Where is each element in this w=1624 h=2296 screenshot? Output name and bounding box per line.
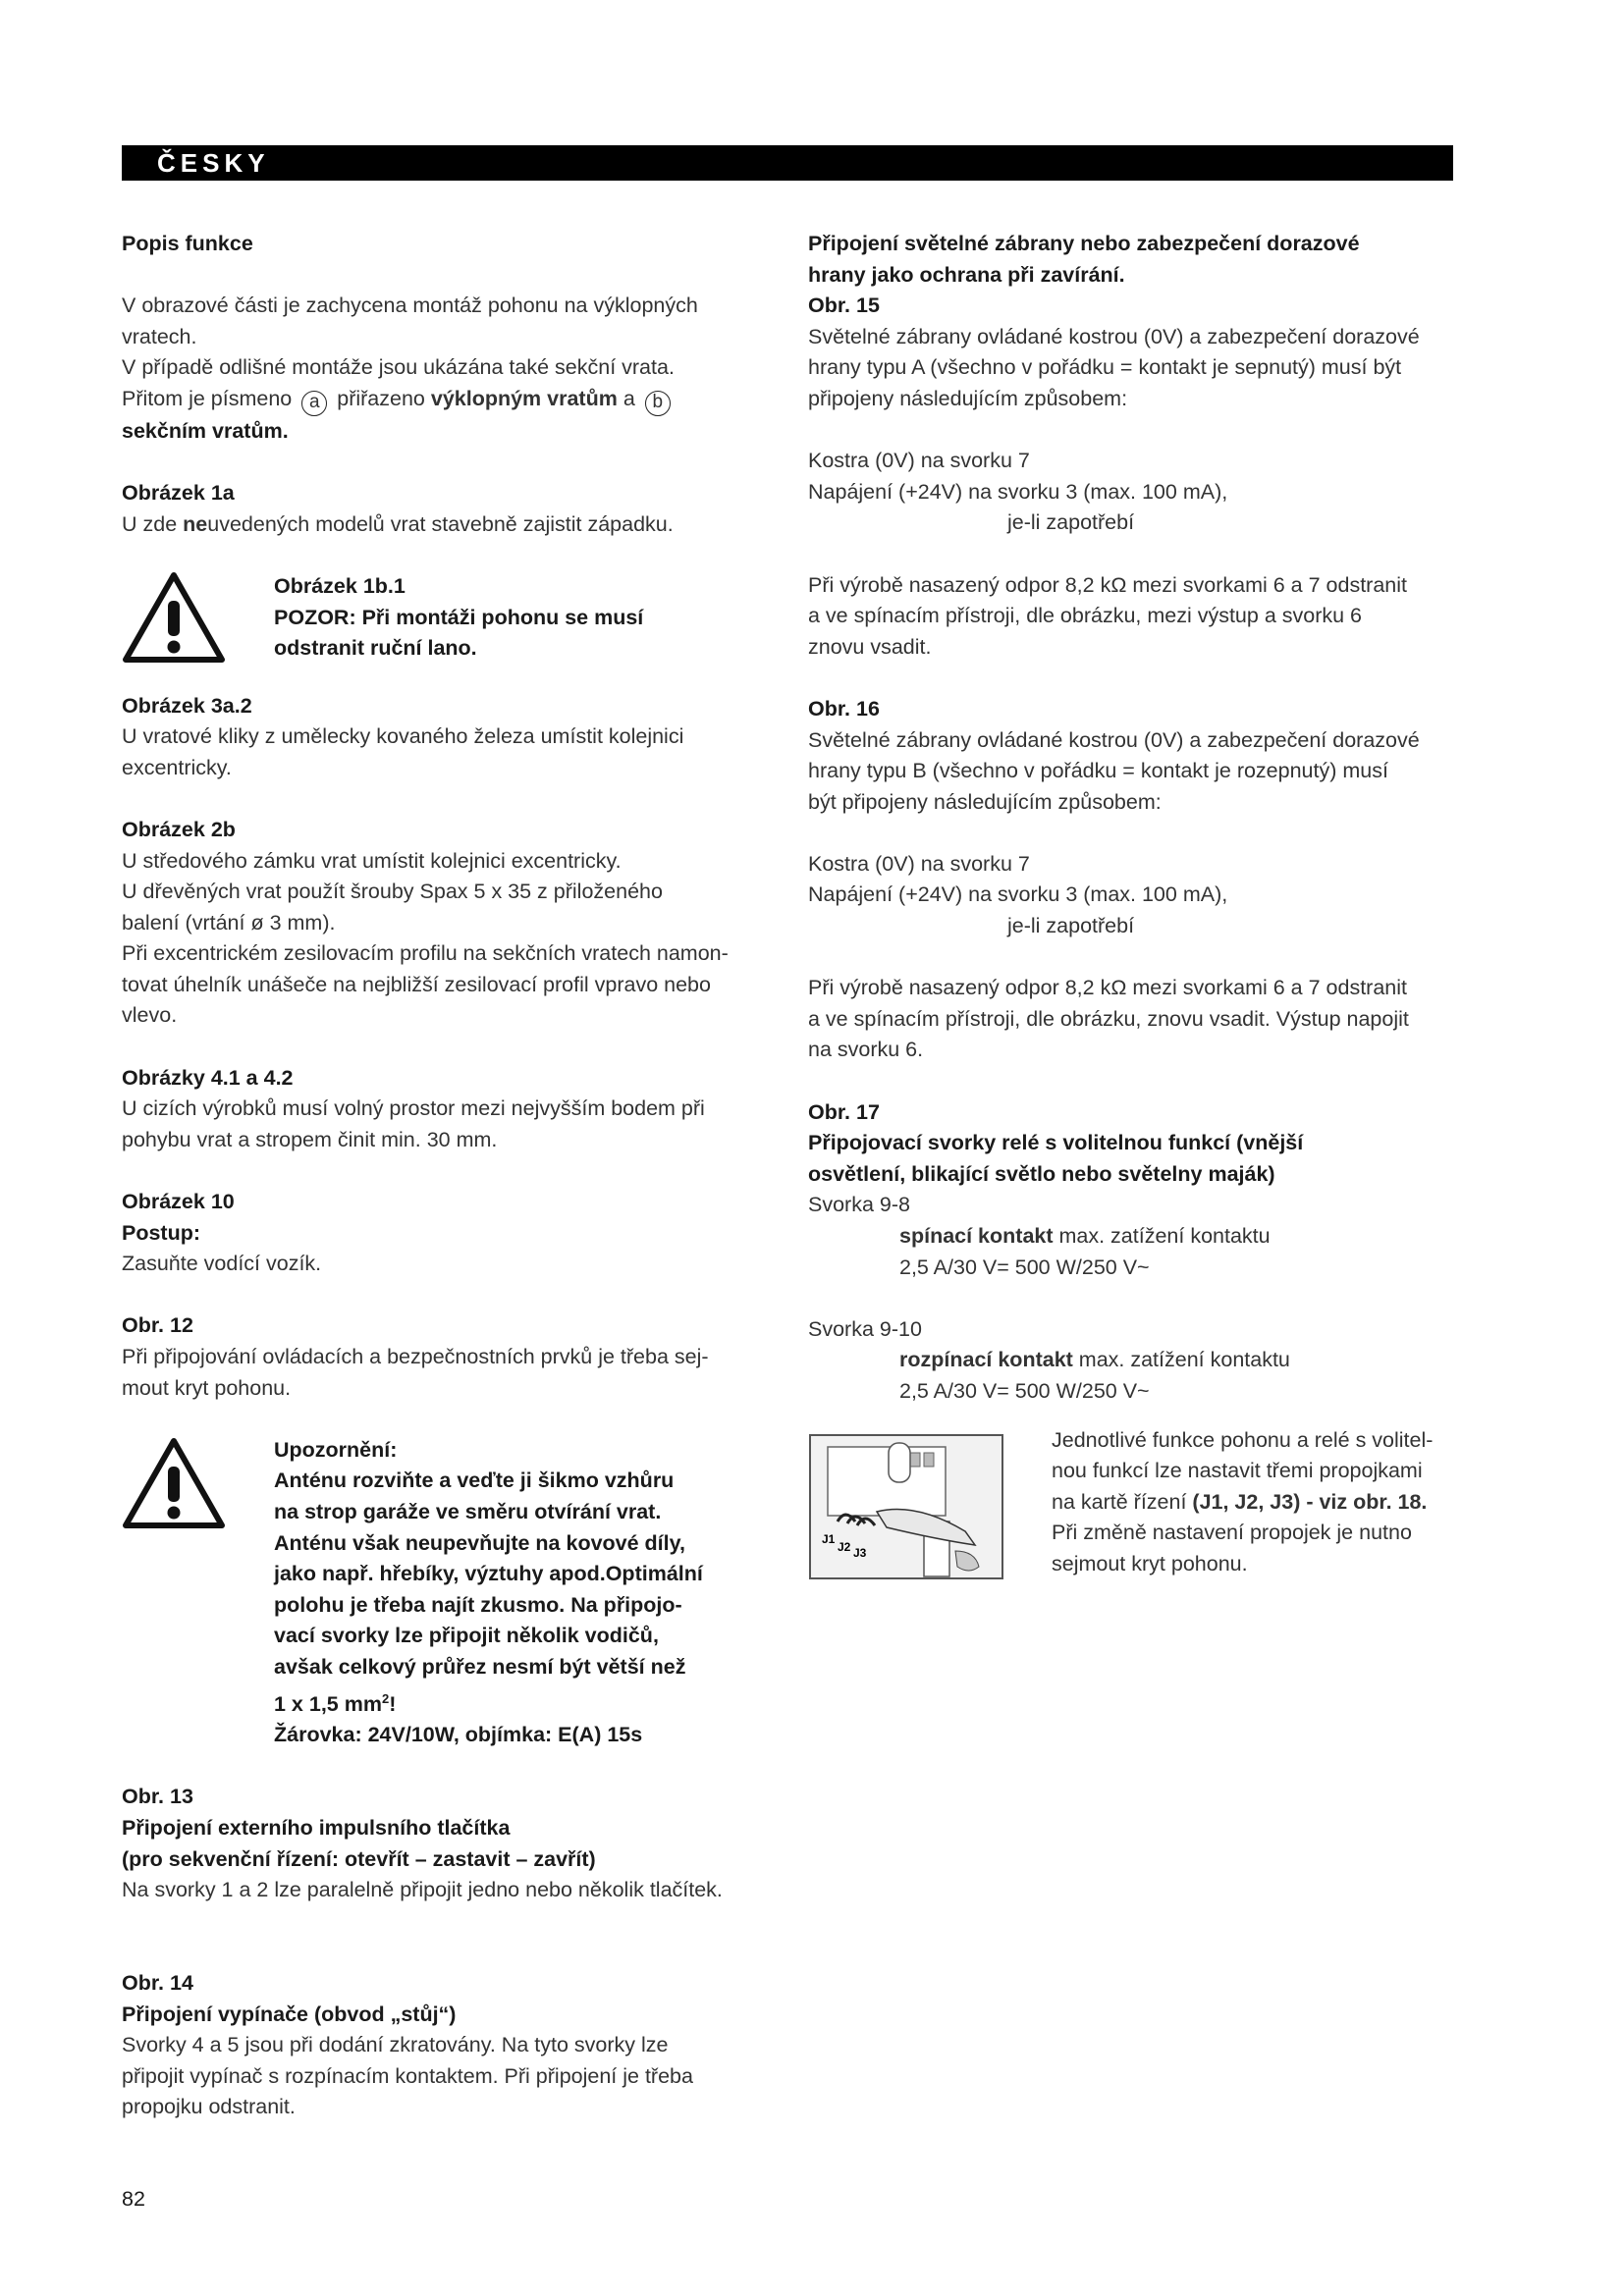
text-line: 2,5 A/30 V= 500 W/250 V~: [899, 1255, 1150, 1279]
control-board-jumper-figure: [808, 1433, 1004, 1580]
section-title-obr15: Obr. 15: [808, 294, 880, 318]
text-line: Při připojování ovládacích a bezpečnostních prvků je třeba sej-: [122, 1345, 709, 1368]
warning-block-1b1: [122, 571, 770, 673]
bold-line: Anténu však neupevňujte na kovové díly,: [274, 1530, 685, 1555]
text-line: [122, 509, 770, 541]
text-line: U středového zámku vrat umístit kolejnici excentricky.: [122, 848, 622, 873]
text-line: V případě odlišné montáže jsou ukázána také sekční vrata.: [122, 355, 675, 380]
bold-line: [274, 1683, 703, 1721]
text-line: Světelné zábrany ovládané kostrou (0V) a zabezpečení dorazové: [808, 727, 1420, 752]
section-heading: Připojovací svorky relé s volitelnou funkcí (vnější: [808, 1131, 1304, 1155]
text-line: vratech.: [122, 324, 197, 348]
section-title-obr16: Obr. 16: [808, 696, 880, 721]
text-fragment: !: [389, 1691, 397, 1716]
text-line: Svorky 4 a 5 jsou při dodání zkratovány. Na tyto svorky lze: [122, 2033, 669, 2057]
section-title-obr1a: Obrázek 1a: [122, 481, 235, 506]
text-fragment: na kartě řízení: [1052, 1489, 1193, 1514]
text-line: Jednotlivé funkce pohonu a relé s volitel-: [1052, 1427, 1434, 1452]
text-fragment: přiřazeno: [337, 386, 425, 410]
text-line: znovu vsadit.: [808, 634, 932, 659]
bold-line: POZOR: Při montáži pohonu se musí: [274, 605, 644, 629]
bold-line: jako např. hřebíky, výztuhy apod.Optimální: [274, 1562, 703, 1586]
text-line: vlevo.: [122, 1003, 178, 1028]
section-title-obr14: Obr. 14: [122, 1971, 193, 1996]
section-heading: Připojení světelné zábrany nebo zabezpečení dorazové: [808, 232, 1360, 255]
text-line: připojit vypínač s rozpínacím kontaktem. Při připojení je třeba: [122, 2063, 693, 2088]
text-line: Svorka 9-10: [808, 1316, 922, 1341]
text-line: je-li zapotřebí: [1007, 510, 1135, 535]
section-heading: osvětlení, blikající světlo nebo světelny maják): [808, 1161, 1275, 1186]
text-fragment: U zde: [122, 511, 184, 536]
section-heading: hrany jako ochrana při zavírání.: [808, 262, 1125, 287]
text-line: Při změně nastavení propojek je nutno: [1052, 1521, 1412, 1545]
bold-fragment: výklopným vratům: [430, 386, 618, 410]
warning-triangle-icon: [122, 1435, 240, 1751]
text-line: Při výrobě nasazený odpor 8,2 kΩ mezi svorkami 6 a 7 odstranit: [808, 976, 1407, 1000]
section-title-obr17: Obr. 17: [808, 1099, 880, 1124]
warning-triangle-icon: [122, 571, 240, 673]
text-line: Světelné zábrany ovládané kostrou (0V) a zabezpečení dorazové: [808, 324, 1420, 348]
bold-fragment: rozpínací kontakt: [899, 1348, 1073, 1372]
text-line: nou funkcí lze nastavit třemi propojkami: [1052, 1459, 1423, 1483]
section-title-popis: Popis funkce: [122, 232, 253, 255]
text-line: připojeny následujícím způsobem:: [808, 386, 1128, 410]
text-line: a ve spínacím přístroji, dle obrázku, znovu vsadit. Výstup napojit: [808, 1006, 1409, 1031]
text-line: propojku odstranit.: [122, 2095, 296, 2119]
right-column: [808, 229, 1456, 1580]
text-line: mout kryt pohonu.: [122, 1375, 292, 1400]
text-line: Zasuňte vodící vozík.: [122, 1252, 322, 1276]
bold-line: sekčním vratům.: [122, 418, 289, 443]
jumper-label-j2: J2: [838, 1539, 851, 1554]
text-fragment: 1 x 1,5 mm: [274, 1691, 382, 1716]
language-banner: [122, 145, 1453, 181]
text-line: excentricky.: [122, 755, 232, 779]
text-line: V obrazové části je zachycena montáž pohonu na výklopných: [122, 294, 698, 318]
circled-letter-b: b: [645, 391, 671, 416]
text-line: je-li zapotřebí: [1007, 914, 1135, 938]
text-fragment: a: [623, 386, 635, 410]
bold-fragment: spínací kontakt: [899, 1224, 1054, 1248]
warning-block-antenna: [122, 1435, 770, 1751]
text-line: pohybu vrat a stropem činit min. 30 mm.: [122, 1127, 498, 1151]
bold-line: Anténu rozviňte a veďte ji šikmo vzhůru: [274, 1468, 675, 1493]
bold-line: vací svorky lze připojit několik vodičů,: [274, 1624, 659, 1648]
page-number: 82: [122, 2187, 145, 2211]
bold-fragment: ne: [183, 511, 208, 536]
bold-line: Žárovka: 24V/10W, objímka: E(A) 15s: [274, 1723, 643, 1747]
section-title-obr2b: Obrázek 2b: [122, 817, 236, 841]
text-line: [808, 1345, 1456, 1376]
left-column: [122, 229, 770, 2123]
text-line-with-markers: [122, 384, 770, 416]
text-fragment: uvedených modelů vrat stavebně zajistit západku.: [207, 511, 674, 536]
jumper-label-j1: J1: [822, 1531, 836, 1546]
text-line: Kostra (0V) na svorku 7: [808, 449, 1030, 473]
text-fragment: max. zatížení kontaktu: [1053, 1224, 1271, 1248]
relay-jumper-block: [808, 1425, 1456, 1580]
text-line: U dřevěných vrat použít šrouby Spax 5 x 35 z přiloženého: [122, 880, 663, 904]
text-line: Napájení (+24V) na svorku 3 (max. 100 mA),: [808, 479, 1228, 504]
text-line: hrany typu A (všechno v pořádku = kontakt je sepnutý) musí být: [808, 355, 1402, 380]
text-line: balení (vrtání ø 3 mm).: [122, 910, 336, 934]
bold-fragment: (J1, J2, J3) - viz obr. 18.: [1192, 1489, 1428, 1514]
text-line: sejmout kryt pohonu.: [1052, 1551, 1248, 1575]
section-title-obr13: Obr. 13: [122, 1785, 193, 1809]
text-line: U cizích výrobků musí volný prostor mezi nejvyšším bodem při: [122, 1096, 705, 1121]
text-line: na svorku 6.: [808, 1038, 924, 1062]
text-line: Svorka 9-8: [808, 1193, 910, 1217]
subtitle: (pro sekvenční řízení: otevřít – zastavit – zavřít): [122, 1846, 596, 1871]
text-line: Na svorky 1 a 2 lze paralelně připojit jedno nebo několik tlačítek.: [122, 1878, 723, 1902]
bold-line: polohu je třeba najít zkusmo. Na připojo-: [274, 1592, 682, 1617]
text-line: hrany typu B (všechno v pořádku = kontakt je rozepnutý) musí: [808, 759, 1388, 783]
superscript: 2: [381, 1690, 390, 1706]
language-label: ČESKY: [157, 148, 270, 178]
text-line: Napájení (+24V) na svorku 3 (max. 100 mA),: [808, 882, 1228, 907]
text-line: Při excentrickém zesilovacím profilu na sekčních vratech namon-: [122, 941, 729, 966]
text-line: a ve spínacím přístroji, dle obrázku, mezi výstup a svorku 6: [808, 604, 1363, 628]
section-title-obr3a2: Obrázek 3a.2: [122, 693, 252, 718]
section-title-obr1b1: Obrázek 1b.1: [274, 573, 406, 598]
circled-letter-a: a: [301, 391, 327, 416]
text-line: Kostra (0V) na svorku 7: [808, 851, 1030, 876]
text-line: být připojeny následujícím způsobem:: [808, 789, 1162, 814]
subtitle: Připojení vypínače (obvod „stůj“): [122, 2002, 457, 2026]
section-title-obr10: Obrázek 10: [122, 1190, 235, 1214]
bold-line: avšak celkový průřez nesmí být větší než: [274, 1654, 686, 1679]
subtitle: Připojení externího impulsního tlačítka: [122, 1816, 511, 1841]
jumper-label-j3: J3: [853, 1545, 867, 1560]
text-line: [808, 1221, 1456, 1253]
section-title-obr12: Obr. 12: [122, 1313, 193, 1338]
section-title-upozorneni: Upozornění:: [274, 1437, 398, 1462]
bold-line: na strop garáže ve směru otvírání vrat.: [274, 1499, 662, 1523]
section-title-obr41: Obrázky 4.1 a 4.2: [122, 1065, 294, 1090]
text-line: Při výrobě nasazený odpor 8,2 kΩ mezi svorkami 6 a 7 odstranit: [808, 572, 1407, 597]
text-line: [1052, 1487, 1433, 1519]
subtitle: Postup:: [122, 1220, 201, 1245]
text-fragment: Přitom je písmeno: [122, 386, 293, 410]
text-line: U vratové kliky z umělecky kovaného železa umístit kolejnici: [122, 724, 684, 749]
text-line: 2,5 A/30 V= 500 W/250 V~: [899, 1378, 1150, 1403]
bold-line: odstranit ruční lano.: [274, 636, 477, 661]
text-fragment: max. zatížení kontaktu: [1072, 1348, 1290, 1372]
text-line: tovat úhelník unášeče na nejbližší zesilovací profil vpravo nebo: [122, 972, 711, 996]
